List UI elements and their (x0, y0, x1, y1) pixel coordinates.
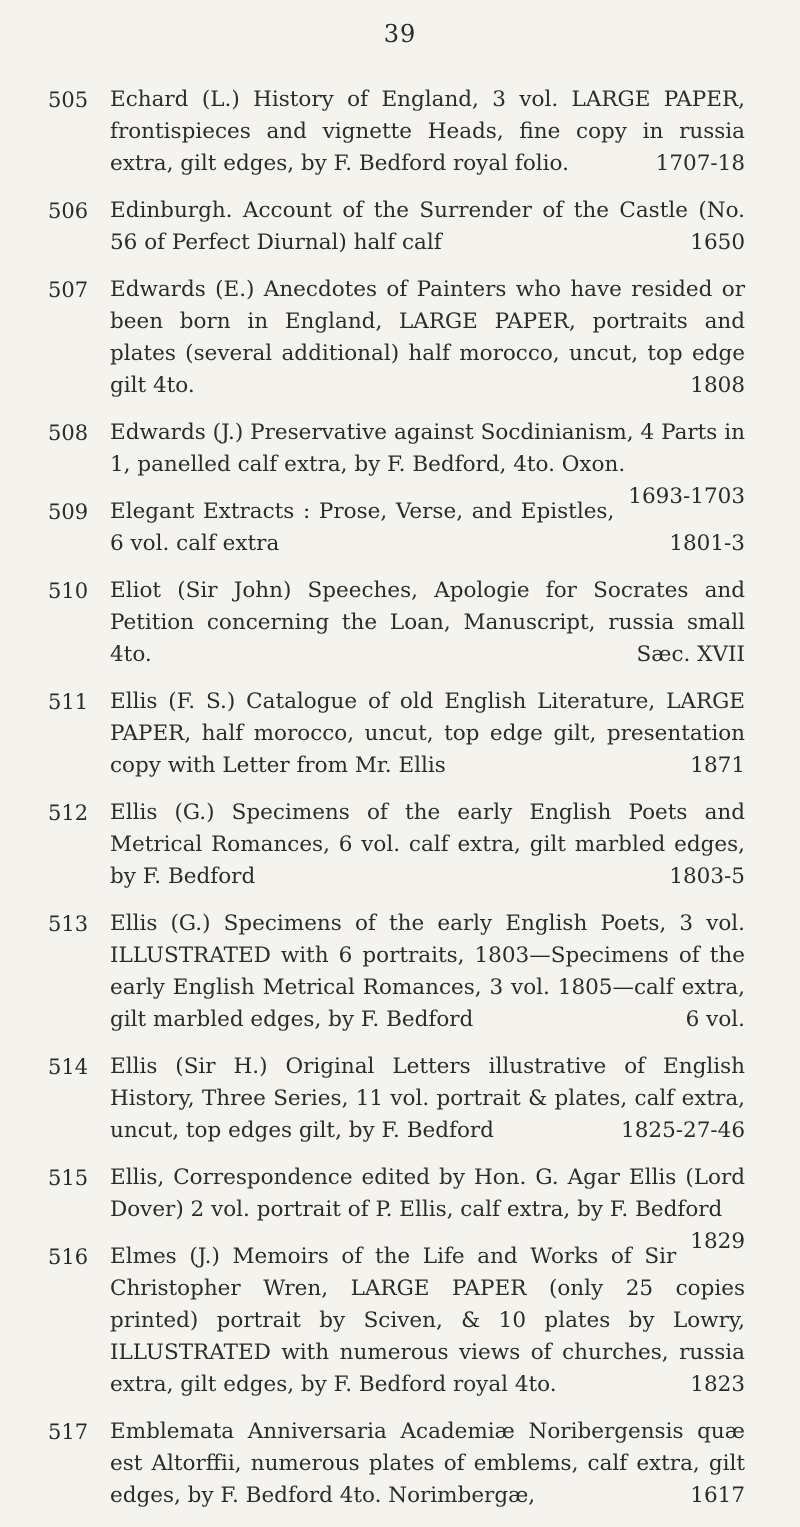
entry-date: 1617 (690, 1483, 745, 1508)
catalogue-entry (0, 1416, 800, 1512)
catalogue-entry (0, 84, 800, 180)
entry-description: Edwards (J.) Preservative against Socdinianism, 4 Parts in 1, panelled calf extra, by F. Bedford, 4to. Oxon. 1693-1703 (110, 417, 745, 481)
entry-date: 1650 (690, 230, 745, 255)
entry-number: 516 (48, 1245, 89, 1269)
catalogue-entry (0, 1241, 800, 1401)
catalogue-entry (0, 496, 800, 560)
entry-number: 514 (48, 1055, 89, 1079)
entry-date: 1829 (690, 1229, 745, 1254)
entry-description: Ellis (Sir H.) Original Letters illustrative of English History, Three Series, 11 vol. portrait & plates, calf extra, uncut, top edges gilt, by F. Bedford 1825-27-46 (110, 1051, 745, 1147)
entry-date: 1803-5 (669, 864, 745, 889)
entry-date: 1707-18 (655, 151, 745, 176)
catalogue-entry (0, 908, 800, 1036)
entry-date: 1871 (690, 753, 745, 778)
entry-description: Elegant Extracts : Prose, Verse, and Epistles, 6 vol. calf extra 1801-3 (110, 496, 745, 560)
catalogue-entry (0, 1162, 800, 1254)
catalogue-entries (0, 84, 800, 1527)
entry-number: 509 (48, 500, 89, 524)
catalogue-entry (0, 575, 800, 671)
entry-date: 6 vol. (685, 1007, 745, 1032)
catalogue-entry (0, 195, 800, 259)
entry-number: 517 (48, 1420, 89, 1444)
entry-description: Emblemata Anniversaria Academiæ Noribergensis quæ est Altorffii, numerous plates of emblems, calf extra, gilt edges, by F. Bedford 4to. Norimbergæ, 1617 (110, 1416, 745, 1512)
entry-number: 510 (48, 579, 89, 603)
entry-date: 1823 (690, 1372, 745, 1397)
entry-description: Edwards (E.) Anecdotes of Painters who have resided or been born in England, LARGE PAPER, portraits and plates (several additional) half morocco, uncut, top edge gilt 4to. 1808 (110, 274, 745, 402)
entry-description: Elmes (J.) Memoirs of the Life and Works of Sir Christopher Wren, LARGE PAPER (only 25 copies printed) portrait by Sciven, & 10 plates by Lowry, ILLUSTRATED with numerous views of churches, russia extra, gilt edges, by F. Bedford royal 4to. 1823 (110, 1241, 745, 1401)
entry-date: 1825-27-46 (621, 1118, 745, 1143)
catalogue-entry (0, 686, 800, 782)
entry-number: 506 (48, 199, 89, 223)
page-number: 39 (383, 20, 417, 48)
entry-number: 515 (48, 1166, 89, 1190)
entry-description: Echard (L.) History of England, 3 vol. LARGE PAPER, frontispieces and vignette Heads, fine copy in russia extra, gilt edges, by F. Bedford royal folio. 1707-18 (110, 84, 745, 180)
entry-description: Ellis (F. S.) Catalogue of old English Literature, LARGE PAPER, half morocco, uncut, top edge gilt, presentation copy with Letter from Mr. Ellis 1871 (110, 686, 745, 782)
entry-description: Ellis, Correspondence edited by Hon. G. Agar Ellis (Lord Dover) 2 vol. portrait of P. Ellis, calf extra, by F. Bedford 1829 (110, 1162, 745, 1226)
entry-number: 507 (48, 278, 89, 302)
catalogue-entry (0, 417, 800, 509)
entry-description: Eliot (Sir John) Speeches, Apologie for Socrates and Petition concerning the Loan, Manuscript, russia small 4to. Sæc. XVII (110, 575, 745, 671)
entry-description: Edinburgh. Account of the Surrender of the Castle (No. 56 of Perfect Diurnal) half calf 1650 (110, 195, 745, 259)
entry-number: 505 (48, 88, 89, 112)
catalogue-entry (0, 797, 800, 893)
entry-description: Ellis (G.) Specimens of the early English Poets, 3 vol. ILLUSTRATED with 6 portraits, 1803—Specimens of the early English Metrical Romances, 3 vol. 1805—calf extra, gilt marbled edges, by F. Bedford 6 vol. (110, 908, 745, 1036)
entry-number: 508 (48, 421, 89, 445)
entry-date: 1801-3 (669, 531, 745, 556)
entry-number: 511 (48, 690, 89, 714)
catalogue-entry (0, 274, 800, 402)
entry-date: Sæc. XVII (636, 642, 745, 667)
entry-date: 1808 (690, 373, 745, 398)
catalogue-entry (0, 1051, 800, 1147)
entry-number: 512 (48, 801, 89, 825)
entry-date: 1693-1703 (628, 484, 745, 509)
entry-number: 513 (48, 912, 89, 936)
entry-description: Ellis (G.) Specimens of the early English Poets and Metrical Romances, 6 vol. calf extra, gilt marbled edges, by F. Bedford 1803-5 (110, 797, 745, 893)
